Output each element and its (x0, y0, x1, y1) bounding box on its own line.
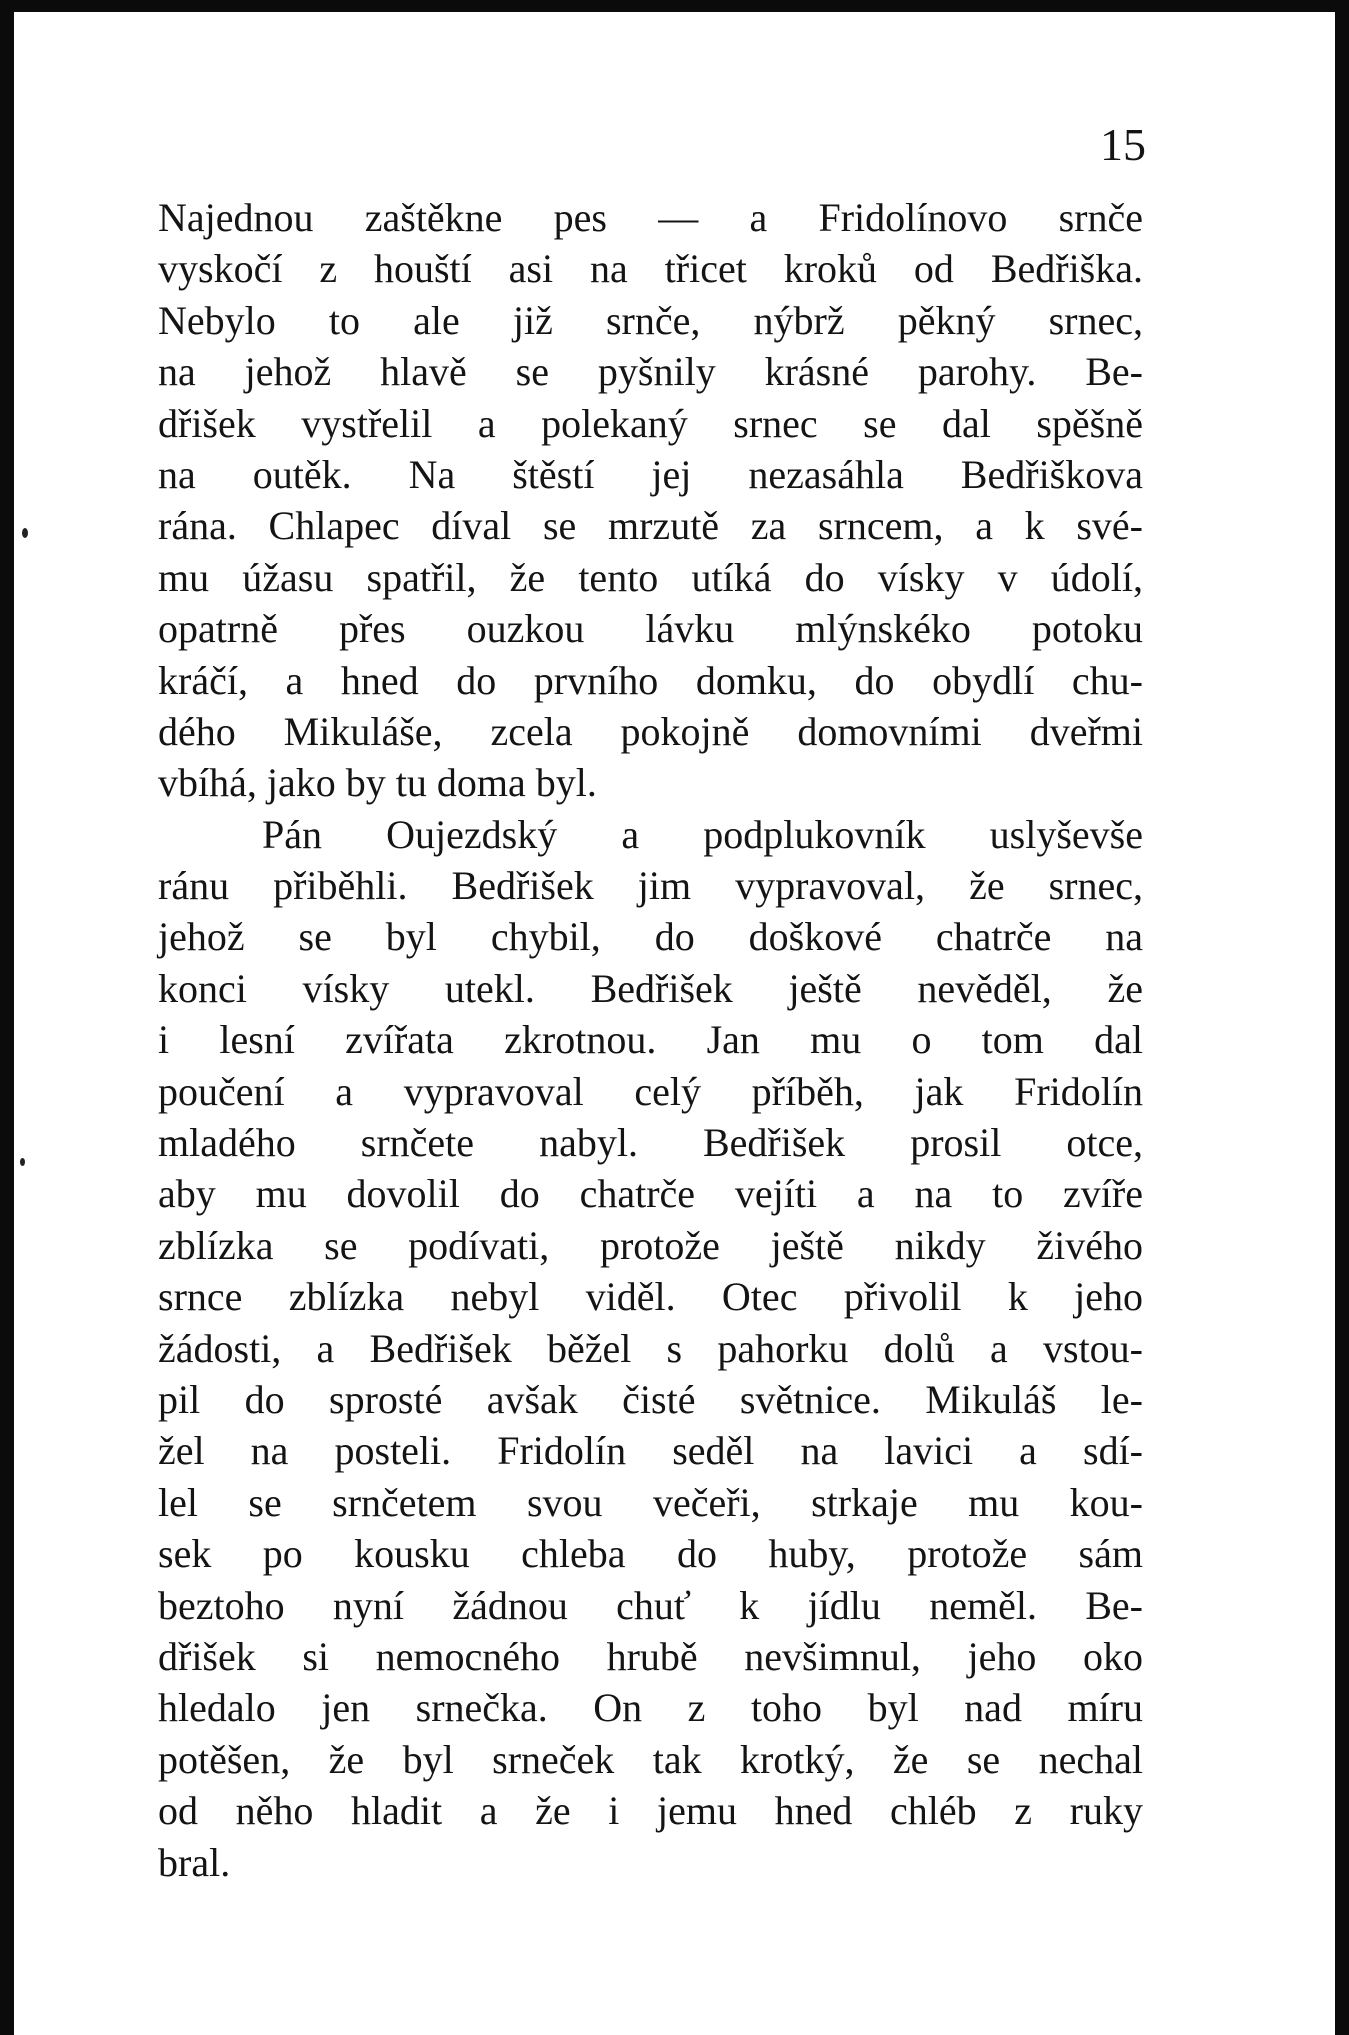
text-line: žádosti, a Bedřišek běžel s pahorku dolů a vstou- (158, 1325, 1143, 1371)
scan-border-top (0, 0, 1349, 12)
scan-border-right (1335, 0, 1349, 2035)
text-line: sek po kousku chleba do huby, protože sám (158, 1531, 1143, 1577)
text-line: opatrně přes ouzkou lávku mlýnskéko potoku (158, 606, 1143, 652)
page-number: 15 (1100, 119, 1146, 170)
text-line: bral. (158, 1839, 231, 1885)
text-line: mladého srnčete nabyl. Bedřišek prosil otce, (158, 1120, 1143, 1166)
text-line: aby mu dovolil do chatrče vejíti a na to zvíře (158, 1171, 1143, 1217)
text-line: ránu přiběhli. Bedřišek jim vypravoval, že srnec, (158, 863, 1143, 909)
text-line: dřišek si nemocného hrubě nevšimnul, jeho oko (158, 1633, 1143, 1679)
text-line: na outěk. Na štěstí jej nezasáhla Bedřiškova (158, 451, 1143, 497)
scan-speck (22, 528, 28, 538)
text-line: Nebylo to ale již srnče, nýbrž pěkný srnec, (158, 297, 1143, 343)
text-line: dého Mikuláše, zcela pokojně domovními dveřmi (158, 708, 1143, 754)
text-line: Najednou zaštěkne pes — a Fridolínovo srnče (158, 195, 1143, 240)
text-line: dřišek vystřelil a polekaný srnec se dal spěšně (158, 400, 1143, 446)
text-line: od něho hladit a že i jemu hned chléb z ruky (158, 1788, 1143, 1834)
text-line: na jehož hlavě se pyšnily krásné parohy. Be- (158, 349, 1143, 395)
body-text (158, 192, 1143, 1888)
text-line: hledalo jen srnečka. On z toho byl nad míru (158, 1685, 1143, 1731)
text-line: rána. Chlapec díval se mrzutě za srncem, a k své- (158, 503, 1143, 549)
text-line: zblízka se podívati, protože ještě nikdy živého (158, 1222, 1143, 1268)
text-line: Pán Oujezdský a podplukovník uslyševše (262, 811, 1143, 857)
text-line: vbíhá, jako by tu doma byl. (158, 760, 597, 806)
text-line: mu úžasu spatřil, že tento utíká do vísky v údolí, (158, 554, 1143, 600)
text-line: beztoho nyní žádnou chuť k jídlu neměl. Be- (158, 1582, 1143, 1628)
text-line: konci vísky utekl. Bedřišek ještě nevěděl, že (158, 965, 1143, 1011)
text-line: lel se srnčetem svou večeři, strkaje mu kou- (158, 1479, 1143, 1525)
scan-border-left (0, 0, 14, 2035)
scan-speck (20, 1158, 25, 1166)
text-line: vyskočí z houští asi na třicet kroků od Bedřiška. (158, 246, 1143, 292)
text-line: kráčí, a hned do prvního domku, do obydlí chu- (158, 657, 1143, 703)
text-line: poučení a vypravoval celý příběh, jak Fridolín (158, 1068, 1143, 1114)
text-line: jehož se byl chybil, do doškové chatrče na (158, 914, 1143, 960)
text-line: i lesní zvířata zkrotnou. Jan mu o tom dal (158, 1017, 1143, 1063)
text-line: pil do sprosté avšak čisté světnice. Mikuláš le- (158, 1376, 1143, 1422)
text-line: potěšen, že byl srneček tak krotký, že se nechal (158, 1736, 1143, 1782)
text-line: srnce zblízka nebyl viděl. Otec přivolil k jeho (158, 1274, 1143, 1320)
text-line: žel na posteli. Fridolín seděl na lavici a sdí- (158, 1428, 1143, 1474)
